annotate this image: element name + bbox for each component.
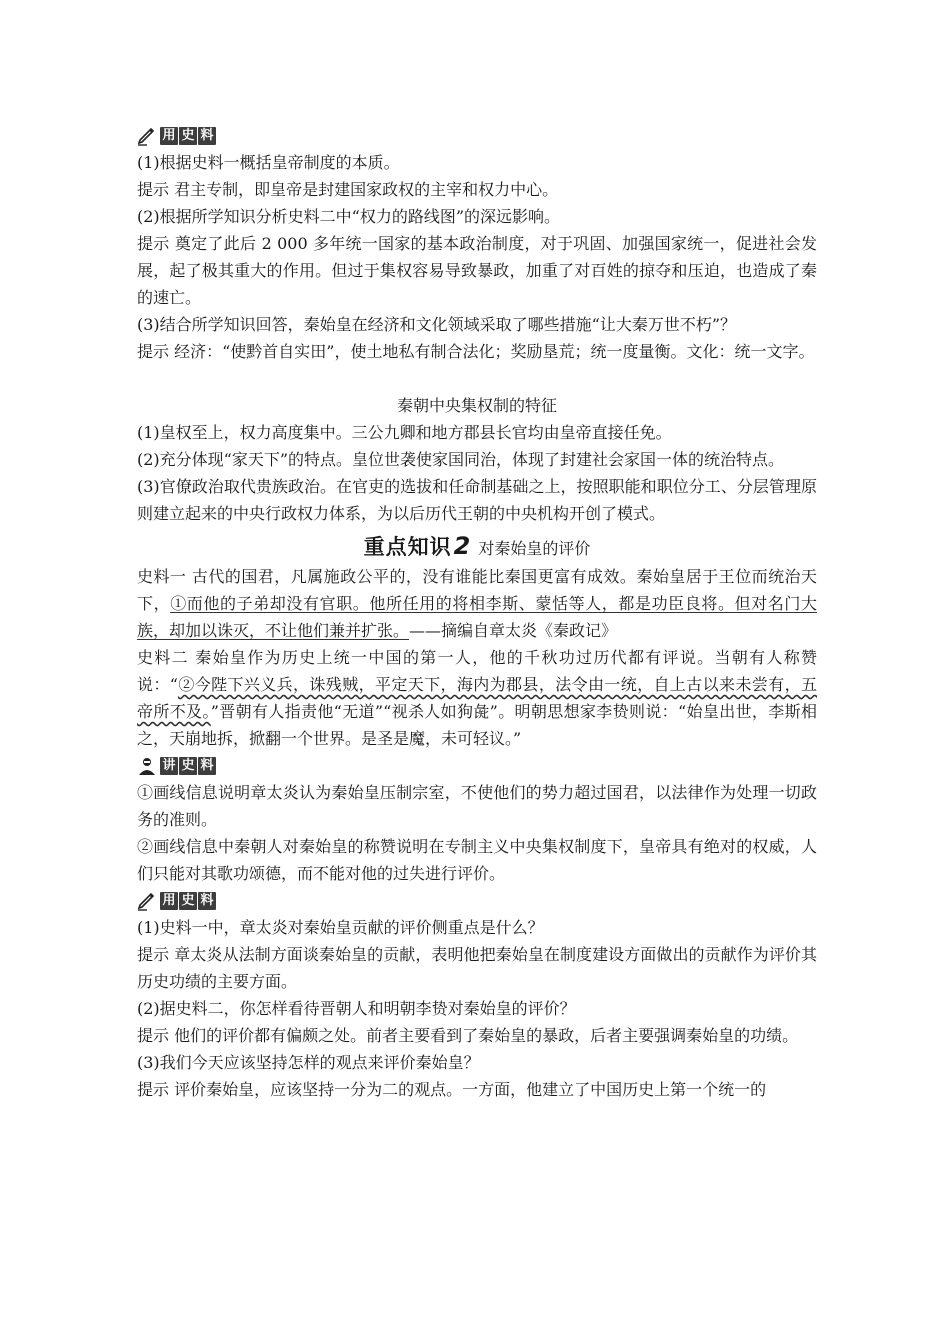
badge-char: 料 xyxy=(198,757,216,775)
badge-char: 用 xyxy=(160,127,178,145)
badge-char: 用 xyxy=(160,892,178,910)
answer-6: 提示 评价秦始皇，应该坚持一分为二的观点。一方面，他建立了中国历史上第一个统一的 xyxy=(137,1080,767,1099)
question-4: (1)史料一中，章太炎对秦始皇贡献的评价侧重点是什么？ xyxy=(137,918,544,937)
feature-3: (3)官僚政治取代贵族政治。在官吏的选拔和任命制基础之上，按照职能和职位分工、分层管理原则建立起来的中央行政权力体系，为以后历代王朝的中央机构开创了模式。 xyxy=(137,477,817,523)
use-source-badge-2 xyxy=(137,889,817,913)
question-6: (3)我们今天应该坚持怎样的观点来评价秦始皇？ xyxy=(137,1053,480,1072)
use-source-badge xyxy=(137,124,817,148)
pen-icon xyxy=(137,891,157,911)
key-point-subtitle: 对秦始皇的评价 xyxy=(478,539,591,558)
explain-source-badge xyxy=(137,754,817,778)
features-title: 秦朝中央集权制的特征 xyxy=(396,396,557,415)
question-5: (2)据史料二，你怎样看待晋朝人和明朝李贽对秦始皇的评价？ xyxy=(137,999,576,1018)
question-3: (3)结合所学知识回答，秦始皇在经济和文化领域采取了哪些措施“让大秦万世不朽”？ xyxy=(137,315,737,334)
explain-2: ②画线信息中秦朝人对秦始皇的称赞说明在专制主义中央集权制度下，皇帝具有绝对的权威，人们只能对其歌功颂德，而不能对他的过失进行评价。 xyxy=(137,837,817,883)
use-source-label xyxy=(160,127,217,145)
badge-char: 史 xyxy=(179,127,197,145)
source-2 xyxy=(137,644,817,752)
source-2-underlined: ②今陛下兴义兵，诛残贼，平定天下，海内为郡县，法令由一统，自上古以来未尝有，五帝所不及。 xyxy=(137,675,817,721)
badge-char: 史 xyxy=(179,892,197,910)
answer-1: 提示 君主专制，即皇帝是封建国家政权的主宰和权力中心。 xyxy=(137,180,559,199)
source-1 xyxy=(137,563,817,644)
source-1-lead: 史料一 古代的国君，凡属施政公平的，没有谁能比秦国更富有成效。秦始皇居于王位而统治天下， xyxy=(137,567,817,613)
answer-2: 提示 奠定了此后 2 000 多年统一国家的基本政治制度，对于巩固、加强国家统一，促进社会发展，起了极其重大的作用。但过于集权容易导致暴政，加重了对百姓的掠夺和压迫，也造成了秦的速亡。 xyxy=(137,234,817,307)
badge-char: 讲 xyxy=(160,757,178,775)
document-page xyxy=(137,122,817,1103)
key-point-label: 重点知识 xyxy=(363,535,452,559)
badge-char: 史 xyxy=(179,757,197,775)
source-1-citation: ——摘编自章太炎《秦政记》 xyxy=(409,621,618,640)
badge-char: 料 xyxy=(198,892,216,910)
feature-1: (1)皇权至上，权力高度集中。三公九卿和地方郡县长官均由皇帝直接任免。 xyxy=(137,423,672,442)
source-1-underlined: ①而他的子弟却没有官职。他所任用的将相李斯、蒙恬等人，都是功臣良将。但对名门大族，却加以诛灭，不让他们兼并扩张。 xyxy=(137,594,817,640)
feature-2: (2)充分体现“家天下”的特点。皇位世袭使家国同治，体现了封建社会家国一体的统治特点。 xyxy=(137,450,785,469)
badge-char: 料 xyxy=(198,127,216,145)
answer-3: 提示 经济：“使黔首自实田”，使土地私有制合法化；奖励垦荒；统一度量衡。文化：统一文字。 xyxy=(137,342,815,361)
source-2-lead: 史料二 秦始皇作为历史上统一中国的第一人，他的千秋功过历代都有评说。当朝有人称赞说：“ xyxy=(137,648,817,694)
answer-4: 提示 章太炎从法制方面谈秦始皇的贡献，表明他把秦始皇在制度建设方面做出的贡献作为评价其历史功绩的主要方面。 xyxy=(137,945,817,991)
teacher-icon xyxy=(137,756,157,776)
explain-1: ①画线信息说明章太炎认为秦始皇压制宗室，不使他们的势力超过国君，以法律作为处理一切政务的准则。 xyxy=(137,783,817,829)
pen-icon xyxy=(137,126,157,146)
explain-source-label xyxy=(160,757,217,775)
question-1: (1)根据史料一概括皇帝制度的本质。 xyxy=(137,153,400,172)
key-point-number: 2 xyxy=(453,532,471,560)
question-2: (2)根据所学知识分析史料二中“权力的路线图”的深远影响。 xyxy=(137,207,561,226)
answer-5: 提示 他们的评价都有偏颇之处。前者主要看到了秦始皇的暴政，后者主要强调秦始皇的功绩。 xyxy=(137,1026,799,1045)
key-point-heading xyxy=(137,529,817,563)
use-source-label-2 xyxy=(160,892,217,910)
source-2-tail: ”晋朝有人指责他“无道”“视杀人如狗彘”。明朝思想家李贽则说：“始皇出世，李斯相之，天崩地拆，掀翻一个世界。是圣是魔，未可轻议。” xyxy=(137,702,817,748)
